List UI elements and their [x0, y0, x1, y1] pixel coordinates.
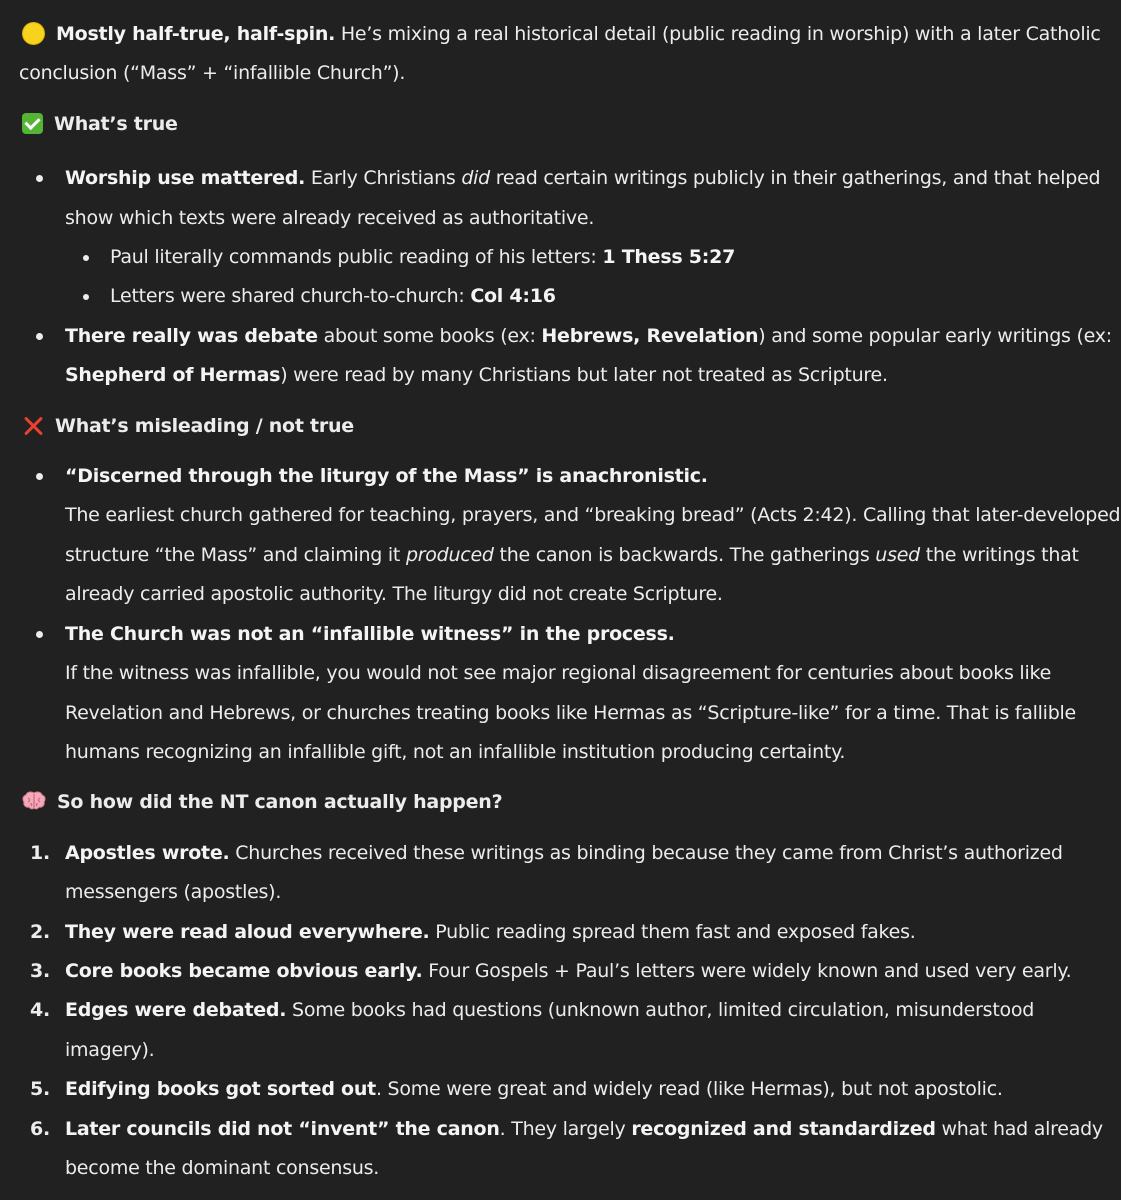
intro-paragraph [19, 15, 1121, 94]
list-item: “Discerned through the liturgy of the Mass” is anachronistic. The earliest church gathered for teaching, prayers, and “breaking bread” (Acts 2:42). Calling that later-developed structure “the Mass” and claiming it produced the canon is backwards. The gatherings used the writings that already carried apostolic authority. The liturgy did not create Scripture. [19, 457, 1121, 615]
list-item: Worship use mattered. Early Christians did read certain writings publicly in their gatherings, and that helped show which texts were already received as authoritative. Paul literally commands public reading of his letters: 1 Thess 5:27 Letters were shared church-to-church: Col 4:16 [19, 159, 1121, 317]
list-item: 5. Edifying books got sorted out. Some were great and widely read (like Hermas), but not apostolic. [30, 1078, 1003, 1101]
intro-text: He’s mixing a real historical detail (public reading in worship) with a later Catholic conclusion (“Mass” + “infallible Church”). [19, 23, 1101, 85]
list-item: The Church was not an “infallible witness” in the process. If the witness was infallible, you would not see major regional disagreement for centuries about books like Revelation and Hebrews, or churches treating books like Hermas as “Scripture-like” for a time. That is fallible humans recognizing an infallible gift, not an infallible institution producing certainty. [19, 615, 1121, 773]
list-item: 6. Later councils did not “invent” the canon. They largely recognized and standardized what had already become the dominant consensus. [30, 1117, 1103, 1179]
true-heading: What’s true [19, 105, 1121, 144]
list-item: 4. Edges were debated. Some books had questions (unknown author, limited circulation, misunderstood imagery). [30, 999, 1035, 1061]
list-item: 2. They were read aloud everywhere. Public reading spread them fast and exposed fakes. [30, 920, 916, 943]
list-item: 1. Apostles wrote. Churches received these writings as binding because they came from Christ’s authorized messengers (apostles). [30, 841, 1063, 904]
list-item: 3. Core books became obvious early. Four Gospels + Paul’s letters were widely known and used very early. [30, 959, 1072, 982]
intro-bold: Mostly half-true, half-spin. [56, 23, 336, 45]
canon-heading: So how did the NT canon actually happen? [19, 783, 1121, 822]
misleading-list [19, 457, 1121, 772]
list-item: There really was debate about some books (ex: Hebrews, Revelation) and some popular early writings (ex: Shepherd of Hermas) were read by many Christians but later not treated as Scripture. [19, 317, 1121, 396]
list-item: Paul literally commands public reading of his letters: 1 Thess 5:27 [65, 238, 1121, 277]
canon-list [19, 834, 1121, 1189]
true-list [19, 159, 1121, 395]
list-item: Letters were shared church-to-church: Col 4:16 [65, 277, 1121, 316]
check-mark-button-icon [22, 113, 43, 134]
misleading-heading: What’s misleading / not true [19, 407, 1121, 446]
yellow-circle-icon [22, 22, 45, 45]
sub-list [65, 238, 1121, 317]
cross-mark-icon [22, 415, 44, 437]
brain-icon [22, 791, 46, 811]
